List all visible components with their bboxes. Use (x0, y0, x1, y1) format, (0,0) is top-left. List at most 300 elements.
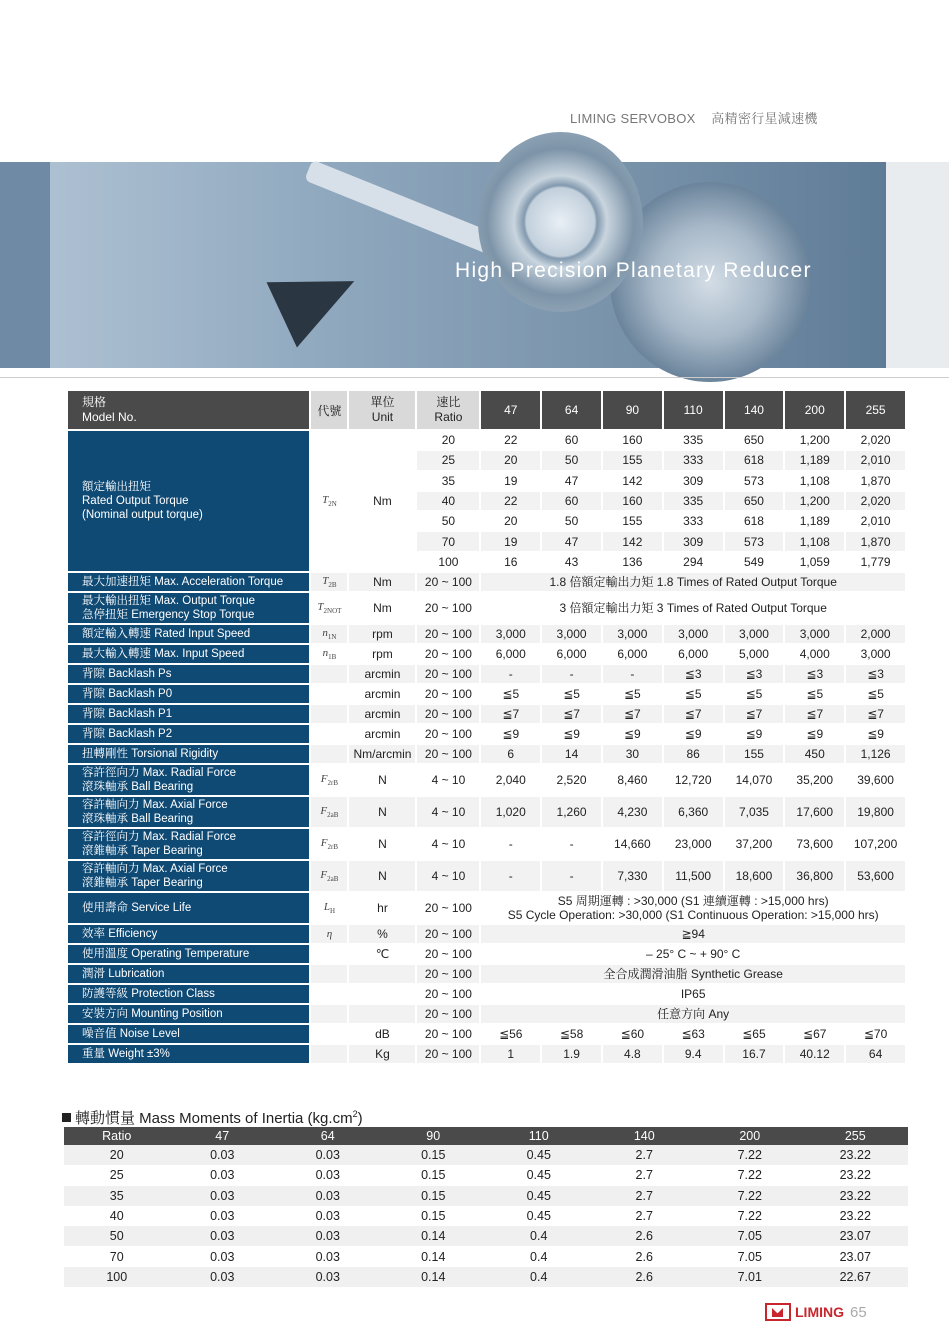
spec-row-label-line: 使用壽命 Service Life (82, 902, 192, 915)
symbol-sub: 2NOT (323, 607, 342, 616)
rated-torque-label-line: 額定輸出扭矩 (82, 481, 151, 494)
spec-row-label (68, 765, 309, 795)
value-cell: ≦7 (481, 705, 540, 723)
spec-row-label-line: 容許軸向力 Max. Axial Force (82, 799, 228, 812)
spec-row-label-line: 重量 Weight ±3% (82, 1048, 170, 1061)
model-en: Model No. (82, 410, 137, 424)
inertia-cell: 7.22 (737, 1168, 762, 1183)
spec-row (68, 861, 905, 891)
hero-title: High Precision Planetary Reducer (455, 259, 812, 282)
value-cell: 17,600 (785, 797, 844, 827)
rated-torque-unit: Nm (349, 431, 415, 571)
symbol-main: n (322, 626, 328, 639)
value-cell: 450 (785, 745, 844, 763)
inertia-cell: 0.4 (530, 1249, 548, 1264)
model-no-header (68, 391, 309, 429)
spec-row-label-line: 額定輸入轉速 Rated Input Speed (82, 628, 251, 641)
spec-row-unit: N (349, 861, 415, 891)
rated-torque-symbol (311, 431, 347, 571)
value-cell: ≦7 (846, 705, 905, 723)
symbol-main: F (320, 772, 328, 785)
spec-row-unit: Nm (349, 573, 415, 591)
value-cell: 142 (603, 532, 662, 550)
spec-row-ratio: 4 ~ 10 (417, 797, 479, 827)
value-cell: ≦7 (542, 705, 601, 723)
spec-row (68, 925, 905, 943)
spec-row-symbol (311, 1045, 347, 1063)
value-cell: 1,020 (481, 797, 540, 827)
ratio-header (417, 391, 479, 429)
spec-row-label-line: 容許徑向力 Max. Radial Force (82, 831, 237, 844)
inertia-cell: 0.45 (526, 1168, 551, 1183)
spec-row-unit: arcmin (349, 725, 415, 743)
spec-row-ratio: 20 ~ 100 (417, 705, 479, 723)
inertia-cell: 0.15 (421, 1209, 446, 1224)
symbol-sub: 2N (328, 500, 337, 509)
value-cell: 1,059 (785, 553, 844, 571)
spec-row-symbol (311, 765, 347, 795)
value-cell: 16 (481, 553, 540, 571)
symbol-sub: 1N (327, 633, 337, 642)
value-cell: 60 (542, 492, 601, 510)
spec-row-symbol (311, 705, 347, 723)
inertia-header-cell: 110 (486, 1127, 592, 1145)
value-cell: ≦5 (603, 685, 662, 703)
spec-row-label-line: 滾錐軸承 Taper Bearing (82, 845, 203, 858)
inertia-cell: 2.7 (592, 1145, 698, 1165)
ratio-cell: 20 (417, 431, 479, 449)
spec-row-symbol (311, 985, 347, 1003)
value-cell: ≦63 (664, 1025, 723, 1043)
inertia-cell: 25 (109, 1168, 124, 1183)
inertia-cell: 23.22 (803, 1186, 909, 1206)
spec-row-label (68, 593, 309, 623)
spec-row-ratio: 20 ~ 100 (417, 985, 479, 1003)
value-cell: 4,000 (785, 645, 844, 663)
spec-row (68, 945, 905, 963)
inertia-cell: 0.03 (275, 1186, 381, 1206)
model-zh: 規格 (82, 395, 107, 409)
spec-row-unit: hr (349, 893, 415, 923)
spec-row (68, 573, 905, 591)
spec-row-ratio: 20 ~ 100 (417, 725, 479, 743)
inertia-cell: 0.15 (381, 1145, 487, 1165)
inertia-cell: 0.03 (210, 1168, 235, 1183)
inertia-cell: 0.03 (315, 1168, 340, 1183)
value-cell: 2,020 (846, 492, 905, 510)
value-cell: 6,000 (603, 645, 662, 663)
value-cell: 1,189 (785, 451, 844, 469)
value-cell: 142 (603, 472, 662, 490)
value-cell: 1,200 (785, 431, 844, 449)
spec-row-label-line: 背隙 Backlash P2 (82, 728, 173, 741)
value-cell: 53,600 (846, 861, 905, 891)
spec-row-label-line: 最大輸出扭矩 Max. Output Torque (82, 595, 255, 608)
value-cell: 3,000 (603, 625, 662, 643)
spec-row-ratio: 20 ~ 100 (417, 685, 479, 703)
spec-row-symbol (311, 725, 347, 743)
inertia-cell: 23.22 (839, 1168, 871, 1183)
value-cell: 294 (664, 553, 723, 571)
inertia-title (62, 1107, 363, 1128)
inertia-cell: 0.4 (486, 1267, 592, 1287)
spec-row (68, 593, 905, 623)
spec-row-label (68, 573, 309, 591)
inertia-cell: 0.15 (381, 1186, 487, 1206)
spec-row-symbol (311, 945, 347, 963)
value-cell: 2,010 (846, 451, 905, 469)
value-cell: ≦5 (664, 685, 723, 703)
spec-row-ratio: 20 ~ 100 (417, 745, 479, 763)
inertia-cell: 0.03 (210, 1209, 235, 1224)
inertia-cell: 7.01 (697, 1267, 803, 1287)
spec-row-ratio: 20 ~ 100 (417, 645, 479, 663)
symbol-sub: 2aB (327, 811, 339, 820)
symbol-main: T (322, 493, 329, 506)
divider (0, 377, 949, 378)
inertia-cell: 35 (64, 1186, 170, 1206)
spec-row-symbol (311, 685, 347, 703)
value-cell: 7,035 (725, 797, 784, 827)
value-cell: 22 (481, 431, 540, 449)
value-cell: 4,230 (603, 797, 662, 827)
inertia-cell: 0.03 (170, 1186, 276, 1206)
spec-row-symbol (311, 665, 347, 683)
symbol-main: F (320, 868, 328, 881)
inertia-cell: 0.03 (170, 1267, 276, 1287)
spec-row-ratio: 4 ~ 10 (417, 829, 479, 859)
value-cell: ≦9 (785, 725, 844, 743)
spec-row-label (68, 925, 309, 943)
value-cell: 73,600 (785, 829, 844, 859)
inertia-row (64, 1165, 908, 1185)
value-cell: 573 (725, 472, 784, 490)
value-cell: 650 (725, 431, 784, 449)
value-cell: 86 (664, 745, 723, 763)
value-cell: 8,460 (603, 765, 662, 795)
spec-row-unit: arcmin (349, 665, 415, 683)
value-cell: 3,000 (785, 625, 844, 643)
spec-row-ratio: 20 ~ 100 (417, 593, 479, 623)
inertia-row (64, 1145, 908, 1165)
inertia-cell: 2.7 (635, 1209, 653, 1224)
inertia-cell: 0.03 (275, 1145, 381, 1165)
symbol-main: F (320, 836, 328, 849)
spec-row-label (68, 985, 309, 1003)
value-cell: ≦3 (846, 665, 905, 683)
spec-row-unit: arcmin (349, 705, 415, 723)
inertia-row (64, 1246, 908, 1266)
value-cell: 47 (542, 472, 601, 490)
unit-en: Unit (371, 410, 394, 424)
spec-row-unit: % (349, 925, 415, 943)
spec-row (68, 725, 905, 743)
inertia-cell: 7.22 (737, 1209, 762, 1224)
value-cell: ≦5 (481, 685, 540, 703)
spec-row-label-line: 容許軸向力 Max. Axial Force (82, 863, 228, 876)
value-cell: ≦5 (542, 685, 601, 703)
spec-table (66, 389, 907, 1065)
value-cell: 6,000 (664, 645, 723, 663)
spec-row (68, 1005, 905, 1023)
ratio-cell: 100 (417, 553, 479, 571)
merged-value (481, 893, 905, 923)
value-cell: - (542, 861, 601, 891)
value-cell: ≦7 (664, 705, 723, 723)
value-cell: 1,108 (785, 532, 844, 550)
value-cell: ≦7 (785, 705, 844, 723)
rated-torque-label-line: Rated Output Torque (82, 495, 189, 508)
value-cell: ≦3 (725, 665, 784, 683)
spec-row-ratio: 20 ~ 100 (417, 1005, 479, 1023)
value-cell: 19 (481, 532, 540, 550)
value-cell: 50 (542, 451, 601, 469)
value-cell: 333 (664, 451, 723, 469)
spec-row-label (68, 829, 309, 859)
inertia-cell: 50 (64, 1226, 170, 1246)
value-cell: 2,020 (846, 431, 905, 449)
page-number: 65 (850, 1303, 867, 1321)
inertia-header-cell: Ratio (64, 1127, 170, 1145)
merged-value-line: ≧94 (681, 927, 705, 942)
symbol-sub: 2rB (327, 843, 339, 852)
value-cell: 16.7 (725, 1045, 784, 1063)
value-cell: - (542, 829, 601, 859)
spec-row-unit: ℃ (349, 945, 415, 963)
inertia-header-row (64, 1127, 908, 1145)
inertia-cell: 0.03 (315, 1249, 340, 1264)
spec-row (68, 745, 905, 763)
value-cell: 6,360 (664, 797, 723, 827)
header-subtitle: 高精密行星減速機 (711, 111, 818, 126)
value-cell: ≦5 (785, 685, 844, 703)
spec-row (68, 1045, 905, 1063)
size-header: 47 (481, 391, 540, 429)
inertia-row (64, 1206, 908, 1226)
spec-row-ratio: 20 ~ 100 (417, 893, 479, 923)
symbol-main: F (320, 804, 328, 817)
value-cell: ≦70 (846, 1025, 905, 1043)
symbol-sub: 2aB (327, 875, 339, 884)
value-cell: 573 (725, 532, 784, 550)
spec-row-label (68, 745, 309, 763)
value-cell: - (603, 665, 662, 683)
rated-torque-row (68, 431, 905, 449)
spec-row-symbol (311, 645, 347, 663)
value-cell: 6,000 (542, 645, 601, 663)
inertia-cell: 2.7 (592, 1186, 698, 1206)
value-cell: ≦9 (481, 725, 540, 743)
spec-row (68, 985, 905, 1003)
spec-row (68, 625, 905, 643)
value-cell: 1 (481, 1045, 540, 1063)
inertia-cell: 22.67 (803, 1267, 909, 1287)
spec-row-label-line: 容許徑向力 Max. Radial Force (82, 767, 237, 780)
merged-value-line: 1.8 倍額定輸出力矩 1.8 Times of Rated Output Torque (549, 575, 837, 590)
inertia-row (64, 1267, 908, 1287)
value-cell: 19,800 (846, 797, 905, 827)
value-cell: 160 (603, 431, 662, 449)
value-cell: 136 (603, 553, 662, 571)
spec-row-label-line: 滾珠軸承 Ball Bearing (82, 813, 194, 826)
inertia-cell: 2.6 (592, 1226, 698, 1246)
inertia-header-cell: 200 (697, 1127, 803, 1145)
spec-row-symbol (311, 797, 347, 827)
value-cell: ≦7 (725, 705, 784, 723)
spec-row-unit: N (349, 829, 415, 859)
value-cell: 107,200 (846, 829, 905, 859)
inertia-row (64, 1186, 908, 1206)
value-cell: 64 (846, 1045, 905, 1063)
value-cell: 5,000 (725, 645, 784, 663)
symbol-main: T (322, 574, 329, 587)
value-cell: 20 (481, 451, 540, 469)
value-cell: 36,800 (785, 861, 844, 891)
value-cell: 14,070 (725, 765, 784, 795)
spec-row-unit: Kg (349, 1045, 415, 1063)
value-cell: ≦3 (664, 665, 723, 683)
spec-row-label (68, 685, 309, 703)
spec-row-symbol (311, 893, 347, 923)
spec-row-ratio: 4 ~ 10 (417, 861, 479, 891)
inertia-cell: 0.15 (421, 1168, 446, 1183)
spec-row-label (68, 797, 309, 827)
value-cell: 23,000 (664, 829, 723, 859)
spec-row-symbol (311, 625, 347, 643)
spec-row (68, 965, 905, 983)
spec-row-unit: rpm (349, 645, 415, 663)
spec-row-label-line: 安裝方向 Mounting Position (82, 1008, 223, 1021)
value-cell: ≦58 (542, 1025, 601, 1043)
value-cell: 3,000 (664, 625, 723, 643)
footer-brand: LIMING (795, 1304, 844, 1320)
symbol-sub: 2B (328, 581, 337, 590)
inertia-cell: 0.14 (381, 1226, 487, 1246)
spec-row-label (68, 625, 309, 643)
merged-value-line: 任意方向 Any (657, 1007, 730, 1022)
value-cell: 6 (481, 745, 540, 763)
value-cell: 2,010 (846, 512, 905, 530)
value-cell: 11,500 (664, 861, 723, 891)
merged-value-line: IP65 (680, 987, 706, 1002)
spec-row-label (68, 705, 309, 723)
spec-row-symbol (311, 573, 347, 591)
value-cell: 14 (542, 745, 601, 763)
inertia-cell: 7.22 (697, 1186, 803, 1206)
spec-row-label-line: 急停扭矩 Emergency Stop Torque (82, 609, 255, 622)
spec-row-label-line: 最大加速扭矩 Max. Acceleration Torque (82, 576, 284, 589)
value-cell: 20 (481, 512, 540, 530)
value-cell: 1,779 (846, 553, 905, 571)
inertia-header-cell: 64 (275, 1127, 381, 1145)
size-header: 200 (785, 391, 844, 429)
value-cell: 1,870 (846, 532, 905, 550)
value-cell: 155 (603, 512, 662, 530)
value-cell: ≦9 (725, 725, 784, 743)
spec-row-unit (349, 985, 415, 1003)
spec-row-label (68, 645, 309, 663)
value-cell: 618 (725, 512, 784, 530)
size-header: 110 (664, 391, 723, 429)
value-cell: ≦5 (846, 685, 905, 703)
ratio-en: Ratio (434, 410, 463, 424)
inertia-cell: 0.4 (486, 1226, 592, 1246)
value-cell: 155 (725, 745, 784, 763)
page-header (570, 108, 818, 127)
gear-shape (478, 132, 643, 312)
spec-row-ratio: 20 ~ 100 (417, 665, 479, 683)
hero-side-panel (886, 162, 949, 368)
value-cell: - (481, 829, 540, 859)
inertia-cell: 0.03 (275, 1267, 381, 1287)
inertia-cell: 20 (64, 1145, 170, 1165)
ratio-cell: 40 (417, 492, 479, 510)
spec-row (68, 893, 905, 923)
value-cell: 3,000 (846, 645, 905, 663)
value-cell: 160 (603, 492, 662, 510)
merged-value-line: – 25° C ~ + 90° C (646, 947, 741, 962)
value-cell: ≦9 (846, 725, 905, 743)
inertia-header-cell: 47 (170, 1127, 276, 1145)
spec-row-label-line: 背隙 Backlash Ps (82, 668, 172, 681)
bullet-square-icon (62, 1113, 71, 1122)
inertia-title-text: 轉動慣量 Mass Moments of Inertia (kg.cm (75, 1110, 353, 1127)
spec-row-label-line: 背隙 Backlash P0 (82, 688, 173, 701)
value-cell: ≦60 (603, 1025, 662, 1043)
spec-row (68, 705, 905, 723)
value-cell: ≦56 (481, 1025, 540, 1043)
spec-row-unit: N (349, 765, 415, 795)
value-cell: 9.4 (664, 1045, 723, 1063)
footer (765, 1303, 867, 1321)
value-cell: ≦9 (542, 725, 601, 743)
value-cell: 650 (725, 492, 784, 510)
spec-row-ratio: 4 ~ 10 (417, 765, 479, 795)
value-cell: 3,000 (725, 625, 784, 643)
spec-row-label-line: 潤滑 Lubrication (82, 968, 165, 981)
spec-row (68, 685, 905, 703)
spec-row-label (68, 665, 309, 683)
value-cell: 1,200 (785, 492, 844, 510)
value-cell: 1,870 (846, 472, 905, 490)
spec-row-unit: N (349, 797, 415, 827)
triangle-shape (267, 248, 370, 347)
value-cell: 2,520 (542, 765, 601, 795)
spec-row-label-line: 噪音值 Noise Level (82, 1028, 180, 1041)
size-header: 64 (542, 391, 601, 429)
symbol-sub: H (329, 907, 336, 916)
inertia-header-cell: 90 (381, 1127, 487, 1145)
value-cell: - (481, 665, 540, 683)
value-cell: 35,200 (785, 765, 844, 795)
value-cell: 618 (725, 451, 784, 469)
inertia-cell: 100 (64, 1267, 170, 1287)
inertia-cell: 0.45 (486, 1186, 592, 1206)
ratio-cell: 50 (417, 512, 479, 530)
spec-row-unit: dB (349, 1025, 415, 1043)
value-cell: ≦65 (725, 1025, 784, 1043)
spec-row-ratio: 20 ~ 100 (417, 965, 479, 983)
spec-row-label-line: 背隙 Backlash P1 (82, 708, 173, 721)
spec-row-symbol: η (311, 925, 347, 943)
value-cell: 40.12 (785, 1045, 844, 1063)
spec-row (68, 665, 905, 683)
spec-row-label (68, 861, 309, 891)
spec-row (68, 645, 905, 663)
spec-row-label (68, 893, 309, 923)
ratio-cell: 35 (417, 472, 479, 490)
inertia-cell: 0.03 (170, 1145, 276, 1165)
